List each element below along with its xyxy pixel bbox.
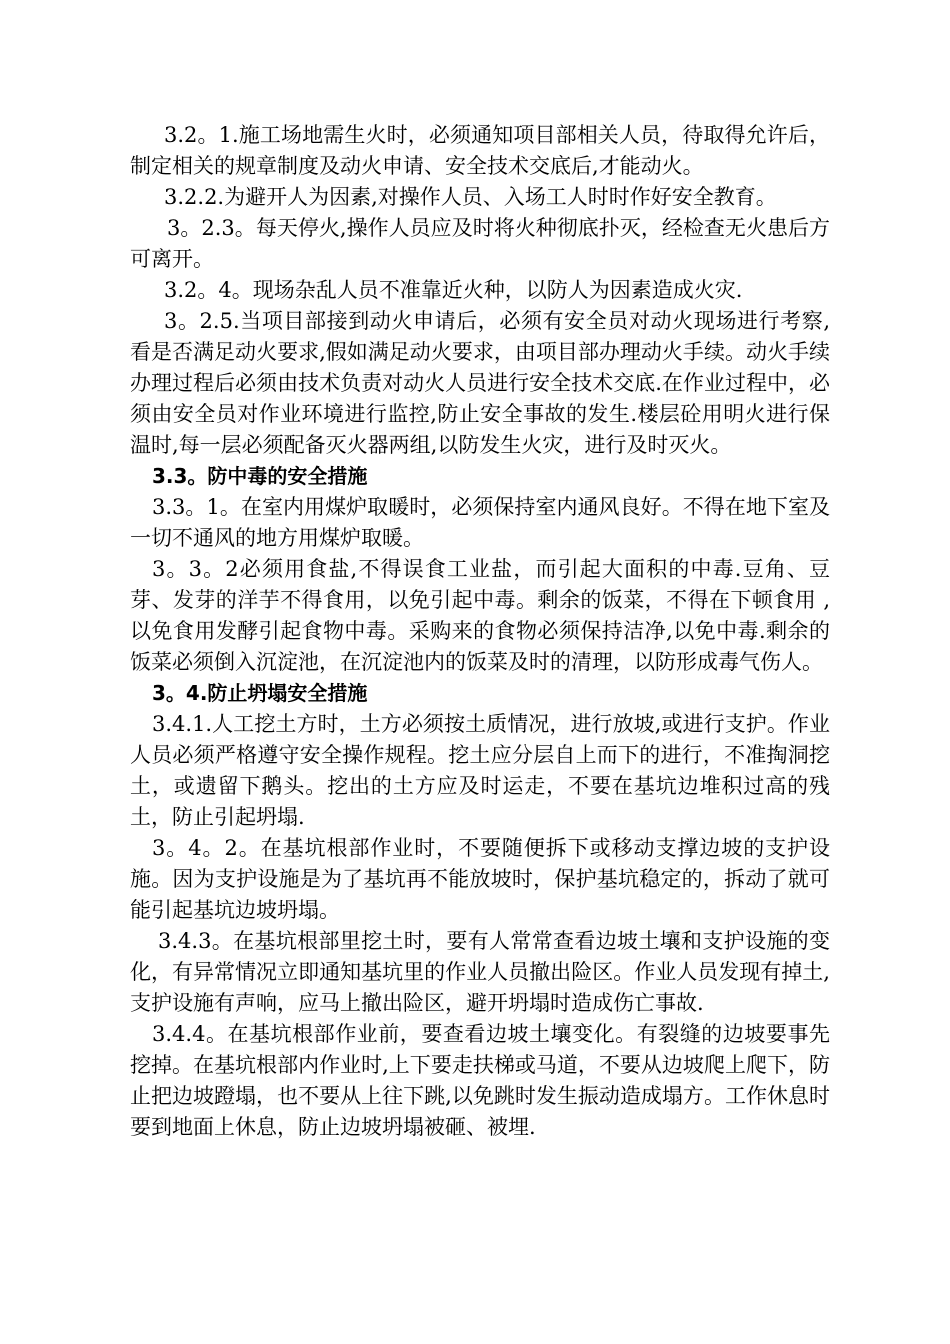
paragraph-3-2-2: 3.2.2.为避开人为因素,对操作人员、入场工人时时作好安全教育。 xyxy=(164,185,777,209)
paragraph-3-2-3: 3。2.3。每天停火,操作人员应及时将火种彻底扑灭，经检查无火患后方可离开。 xyxy=(130,216,830,271)
paragraph-3-3-2: 3。3。2必须用食盐,不得误食工业盐，而引起大面积的中毒.豆角、豆芽、发芽的洋芋不得食用，以免引起中毒。剩余的饭菜，不得在下顿食用 ,以免食用发酵引起食物中毒。采购来的食物必须保持洁净,以免中毒.剩余的饭菜必须倒入沉淀池，在沉淀池内的饭菜及时的清理，以防形成毒气伤人。 xyxy=(130,557,830,674)
section-heading-3-4: 3。4.防止坍塌安全措施 xyxy=(152,681,368,705)
paragraph-3-4-3: 3.4.3。在基坑根部里挖土时，要有人常常查看边坡土壤和支护设施的变化，有异常情况立即通知基坑里的作业人员撤出险区。作业人员发现有掉土,支护设施有声响，应马上撤出险区，避开坍塌时造成伤亡事故. xyxy=(130,929,830,1015)
paragraph-3-3-1: 3.3。1。在室内用煤炉取暖时，必须保持室内通风良好。不得在地下室及一切不通风的地方用煤炉取暖。 xyxy=(130,495,830,550)
paragraph-3-4-4: 3.4.4。在基坑根部作业前，要查看边坡土壤变化。有裂缝的边坡要事先挖掉。在基坑根部内作业时,上下要走扶梯或马道，不要从边坡爬上爬下，防止把边坡蹬塌，也不要从上往下跳,以免跳时发生振动造成塌方。工作休息时要到地面上休息，防止边坡坍塌被砸、被埋. xyxy=(130,1022,830,1139)
paragraph-3-2-4: 3.2。4。现场杂乱人员不准靠近火种，以防人为因素造成火灾. xyxy=(164,278,743,302)
document-page xyxy=(130,120,830,1143)
paragraph-3-2-5: 3。2.5.当项目部接到动火申请后，必须有安全员对动火现场进行考察,看是否满足动火要求,假如满足动火要求，由项目部办理动火手续。动火手续办理过程后必须由技术负责对动火人员进行安全技术交底.在作业过程中，必须由安全员对作业环境进行监控,防止安全事故的发生.楼层砼用明火进行保温时,每一层必须配备灭火器两组,以防发生火灾，进行及时灭火。 xyxy=(130,309,830,457)
paragraph-3-4-2: 3。4。2。在基坑根部作业时，不要随便拆下或移动支撑边坡的支护设施。因为支护设施是为了基坑再不能放坡时，保护基坑稳定的，拆动了就可能引起基坑边坡坍塌。 xyxy=(130,836,830,922)
paragraph-3-2-1: 3.2。1.施工场地需生火时，必须通知项目部相关人员，待取得允许后，制定相关的规章制度及动火申请、安全技术交底后,才能动火。 xyxy=(130,123,830,178)
paragraph-3-4-1: 3.4.1.人工挖土方时，土方必须按土质情况，进行放坡,或进行支护。作业人员必须严格遵守安全操作规程。挖土应分层自上而下的进行，不准掏洞挖土，或遗留下鹅头。挖出的土方应及时运走，不要在基坑边堆积过高的残土，防止引起坍塌. xyxy=(130,712,830,829)
section-heading-3-3: 3.3。防中毒的安全措施 xyxy=(152,464,368,488)
